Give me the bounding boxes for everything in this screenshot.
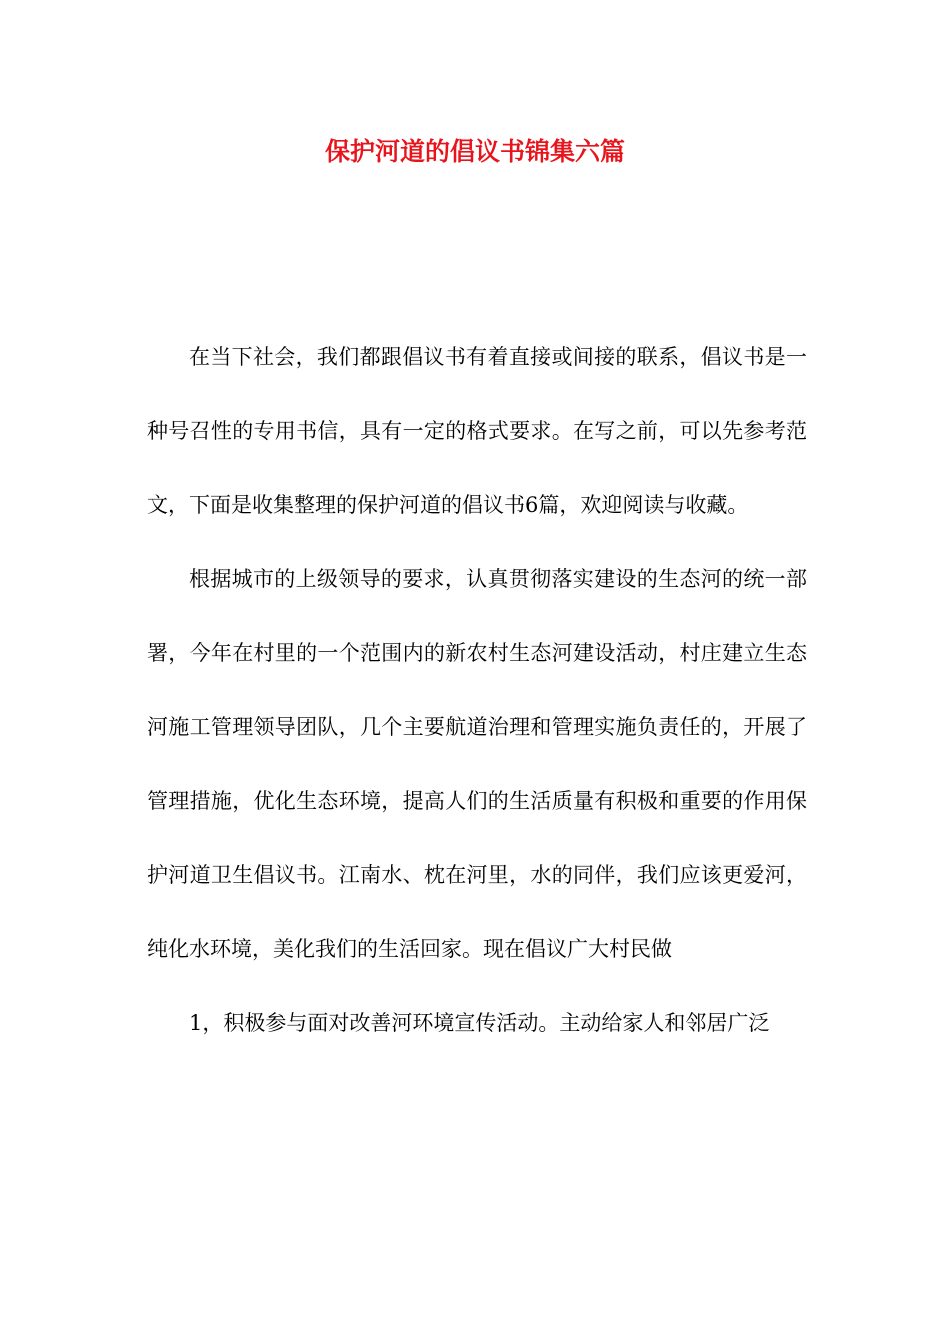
paragraph-item-1: 1，积极参与面对改善河环境宣传活动。主动给家人和邻居广泛 xyxy=(189,1011,770,1035)
paragraph-intro: 在当下社会，我们都跟倡议书有着直接或间接的联系，倡议书是一种号召性的专用书信，具有一定的格式要求。在写之前，可以先参考范文，下面是收集整理的保护河道的倡议书6篇，欢迎阅读与收藏。 xyxy=(147,345,807,517)
document-body xyxy=(147,320,807,1060)
document-title: 保护河道的倡议书锦集六篇 xyxy=(324,137,625,166)
paragraph-background: 根据城市的上级领导的要求，认真贯彻落实建设的生态河的统一部署，今年在村里的一个范围内的新农村生态河建设活动，村庄建立生态河施工管理领导团队，几个主要航道治理和管理实施负责任的，开展了管理措施，优化生态环境，提高人们的生活质量有积极和重要的作用保护河道卫生倡议书。江南水、枕在河里，水的同伴，我们应该更爱河，纯化水环境，美化我们的生活回家。现在倡议广大村民做 xyxy=(147,567,807,961)
